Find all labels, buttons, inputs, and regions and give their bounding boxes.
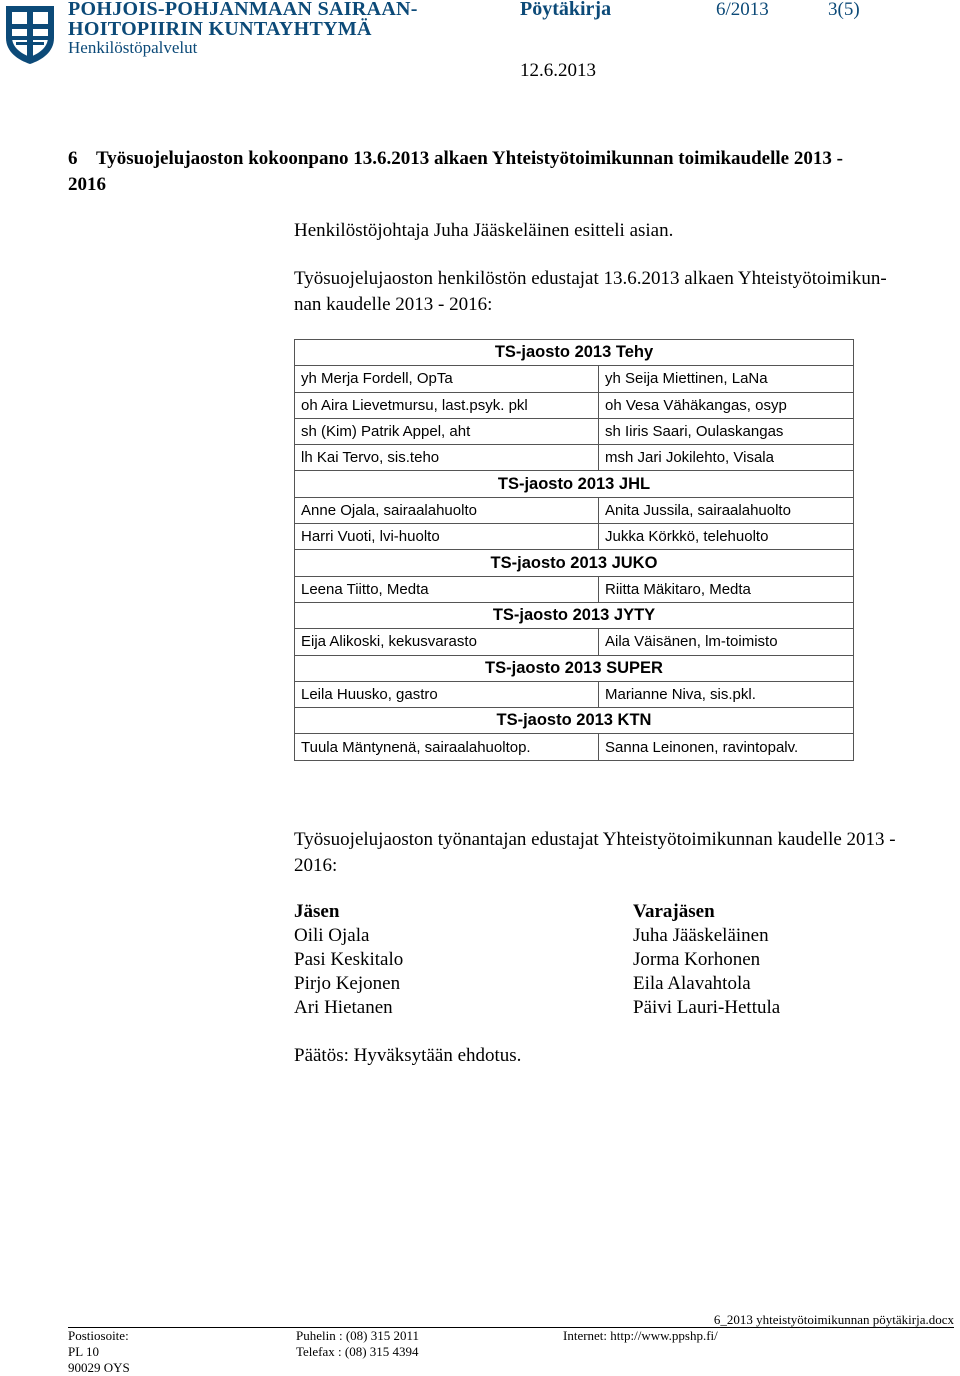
member-cell: oh Aira Lievetmursu, last.psyk. pkl xyxy=(295,392,599,418)
section-number: 6 xyxy=(68,148,78,169)
presenter-paragraph: Henkilöstöjohtaja Juha Jääskeläinen esitteli asian. xyxy=(294,220,674,241)
footer-postal-label: Postiosoite: xyxy=(68,1328,129,1343)
footer-postal-code: 90029 OYS xyxy=(68,1360,130,1375)
table-row xyxy=(295,524,854,550)
staff-representatives-table xyxy=(294,339,854,761)
document-date: 12.6.2013 xyxy=(520,60,596,81)
deputy-cell: Sanna Leinonen, ravintopalv. xyxy=(599,734,854,760)
employer-deputy: Juha Jääskeläinen xyxy=(633,925,769,946)
deputy-column-heading: Varajäsen xyxy=(633,901,715,922)
employer-deputy: Jorma Korhonen xyxy=(633,949,761,970)
employer-member: Ari Hietanen xyxy=(294,997,393,1018)
decision-paragraph: Päätös: Hyväksytään ehdotus. xyxy=(294,1045,522,1066)
group-title: TS-jaosto 2013 JYTY xyxy=(295,602,854,628)
deputy-cell: Jukka Körkkö, telehuolto xyxy=(599,524,854,550)
organization-name-line1: POHJOIS-POHJANMAAN SAIRAAN- xyxy=(68,0,418,20)
table-row xyxy=(295,629,854,655)
employer-intro-line1: Työsuojelujaoston työnantajan edustajat Yhteistyötoimikunnan kaudelle 2013 - xyxy=(294,829,896,850)
page-info: 3(5) xyxy=(828,0,860,20)
group-title: TS-jaosto 2013 SUPER xyxy=(295,655,854,681)
table-row xyxy=(295,497,854,523)
group-header-row xyxy=(295,471,854,497)
footer-divider xyxy=(68,1327,954,1328)
deputy-cell: Riitta Mäkitaro, Medta xyxy=(599,576,854,602)
member-cell: Tuula Mäntynenä, sairaalahuoltop. xyxy=(295,734,599,760)
coat-of-arms-logo xyxy=(2,2,58,66)
deputy-cell: yh Seija Miettinen, LaNa xyxy=(599,366,854,392)
member-cell: Eija Alikoski, kekusvarasto xyxy=(295,629,599,655)
employer-deputy: Eila Alavahtola xyxy=(633,973,751,994)
group-header-row xyxy=(295,550,854,576)
footer-postal-box: PL 10 xyxy=(68,1344,99,1359)
group-title: TS-jaosto 2013 JUKO xyxy=(295,550,854,576)
footer-internet-link[interactable]: Internet: http://www.ppshp.fi/ xyxy=(563,1328,718,1343)
member-cell: yh Merja Fordell, OpTa xyxy=(295,366,599,392)
document-number: 6/2013 xyxy=(716,0,769,20)
group-header-row xyxy=(295,340,854,366)
member-column-heading: Jäsen xyxy=(294,901,340,922)
group-title: TS-jaosto 2013 JHL xyxy=(295,471,854,497)
member-cell: Harri Vuoti, lvi-huolto xyxy=(295,524,599,550)
table-row xyxy=(295,392,854,418)
staff-intro-line2: nan kaudelle 2013 - 2016: xyxy=(294,294,493,315)
table-row xyxy=(295,445,854,471)
deputy-cell: Marianne Niva, sis.pkl. xyxy=(599,681,854,707)
deputy-cell: msh Jari Jokilehto, Visala xyxy=(599,445,854,471)
member-cell: sh (Kim) Patrik Appel, aht xyxy=(295,418,599,444)
group-title: TS-jaosto 2013 KTN xyxy=(295,708,854,734)
table-row xyxy=(295,681,854,707)
employer-member: Pasi Keskitalo xyxy=(294,949,404,970)
member-cell: Anne Ojala, sairaalahuolto xyxy=(295,497,599,523)
organization-name-line2: HOITOPIIRIN KUNTAYHTYMÄ xyxy=(68,18,372,40)
table-row xyxy=(295,734,854,760)
deputy-cell: oh Vesa Vähäkangas, osyp xyxy=(599,392,854,418)
table-row xyxy=(295,366,854,392)
footer-filename: 6_2013 yhteistyötoimikunnan pöytäkirja.docx xyxy=(713,1312,954,1327)
group-header-row xyxy=(295,655,854,681)
employer-deputy: Päivi Lauri-Hettula xyxy=(633,997,781,1018)
footer-fax: Telefax : (08) 315 4394 xyxy=(296,1344,419,1359)
deputy-cell: Aila Väisänen, lm-toimisto xyxy=(599,629,854,655)
footer-phone: Puhelin : (08) 315 2011 xyxy=(296,1328,420,1343)
group-title: TS-jaosto 2013 Tehy xyxy=(295,340,854,366)
member-cell: lh Kai Tervo, sis.teho xyxy=(295,445,599,471)
member-cell: Leena Tiitto, Medta xyxy=(295,576,599,602)
employer-member: Oili Ojala xyxy=(294,925,370,946)
deputy-cell: sh Iiris Saari, Oulaskangas xyxy=(599,418,854,444)
employer-intro-line2: 2016: xyxy=(294,855,338,876)
table-row xyxy=(295,418,854,444)
table-row xyxy=(295,576,854,602)
document-type: Pöytäkirja xyxy=(520,0,612,20)
section-title-line1: Työsuojelujaoston kokoonpano 13.6.2013 alkaen Yhteistyötoimikunnan toimikaudelle 2013 - xyxy=(96,148,843,169)
member-cell: Leila Huusko, gastro xyxy=(295,681,599,707)
section-title-line2: 2016 xyxy=(68,174,106,195)
employer-member: Pirjo Kejonen xyxy=(294,973,401,994)
group-header-row xyxy=(295,602,854,628)
staff-intro-line1: Työsuojelujaoston henkilöstön edustajat 13.6.2013 alkaen Yhteistyötoimikun- xyxy=(294,268,887,289)
deputy-cell: Anita Jussila, sairaalahuolto xyxy=(599,497,854,523)
group-header-row xyxy=(295,708,854,734)
department-name: Henkilöstöpalvelut xyxy=(68,38,198,57)
